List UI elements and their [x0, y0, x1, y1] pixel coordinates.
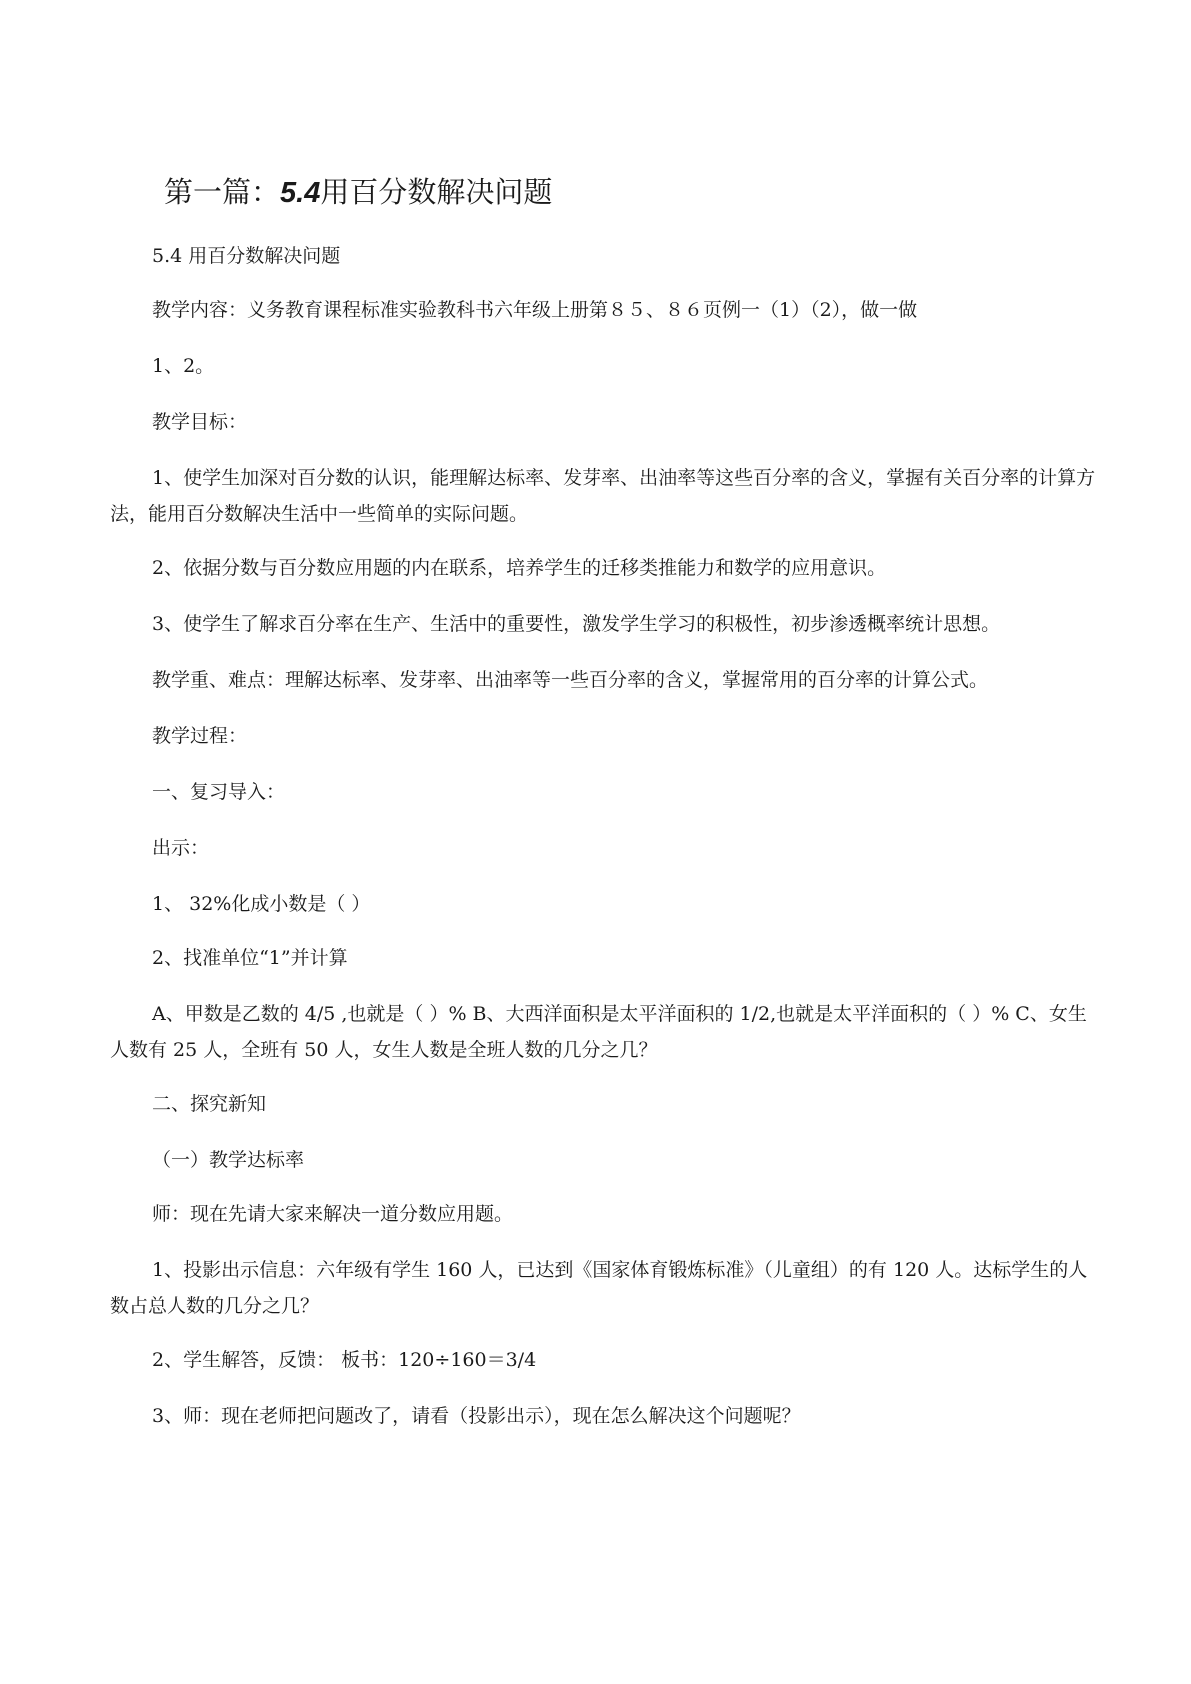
paragraph-teaching-content: 教学内容：义务教育课程标准实验教科书六年级上册第８５、８６页例一（1）（2），做一做	[152, 299, 918, 321]
paragraph-review-1: 1、 32%化成小数是（ ）	[152, 893, 371, 915]
paragraph-goal-3: 3、使学生了解求百分率在生产、生活中的重要性，激发学生学习的积极性，初步渗透概率统计思想。	[152, 613, 1001, 635]
paragraph-step-3: 3、师：现在老师把问题改了，请看（投影出示），现在怎么解决这个问题呢？	[152, 1405, 801, 1427]
paragraph-process-heading: 教学过程：	[152, 725, 248, 747]
paragraph-review-heading: 一、复习导入：	[152, 781, 286, 803]
paragraph-step-2: 2、学生解答，反馈： 板书：120÷160＝3/4	[152, 1349, 537, 1371]
paragraph-teacher-1: 师：现在先请大家来解决一道分数应用题。	[152, 1203, 514, 1225]
paragraph-key-points: 教学重、难点：理解达标率、发芽率、出油率等一些百分率的含义，掌握常用的百分率的计算公式。	[152, 669, 989, 691]
paragraph-review-2: 2、找准单位“1”并计算	[152, 947, 348, 969]
paragraph-goal-1: 1、使学生加深对百分数的认识，能理解达标率、发芽率、出油率等这些百分率的含义，掌握有关百分率的计算方法，能用百分数解决生活中一些简单的实际问题。	[110, 467, 1096, 525]
paragraph-goal-2: 2、依据分数与百分数应用题的内在联系，培养学生的迁移类推能力和数学的应用意识。	[152, 557, 887, 579]
title-suffix: 用百分数解决问题	[320, 175, 553, 209]
paragraph-show: 出示：	[152, 837, 210, 859]
paragraph-explore-heading: 二、探究新知	[152, 1093, 267, 1115]
paragraph-review-abc: A、甲数是乙数的 4/5 ,也就是（ ）% B、大西洋面积是太平洋面积的 1/2,也就是太平洋面积的（ ）% C、女生人数有 25 人，全班有 50 人，女生人数是全班人数的几分之几？	[110, 1003, 1087, 1061]
title-number: 5.4	[280, 177, 321, 209]
title-prefix: 第一篇：	[164, 175, 281, 209]
paragraph-content-cont: 1、2。	[152, 355, 215, 377]
paragraph-section-1: （一）教学达标率	[152, 1149, 305, 1171]
paragraph-goals-heading: 教学目标：	[152, 411, 248, 433]
document-title	[164, 172, 552, 213]
paragraph-step-1: 1、投影出示信息：六年级有学生 160 人，已达到《国家体育锻炼标准》（儿童组）的有 120 人。达标学生的人数占总人数的几分之几？	[110, 1259, 1088, 1317]
paragraph-subtitle: 5.4 用百分数解决问题	[152, 245, 341, 267]
